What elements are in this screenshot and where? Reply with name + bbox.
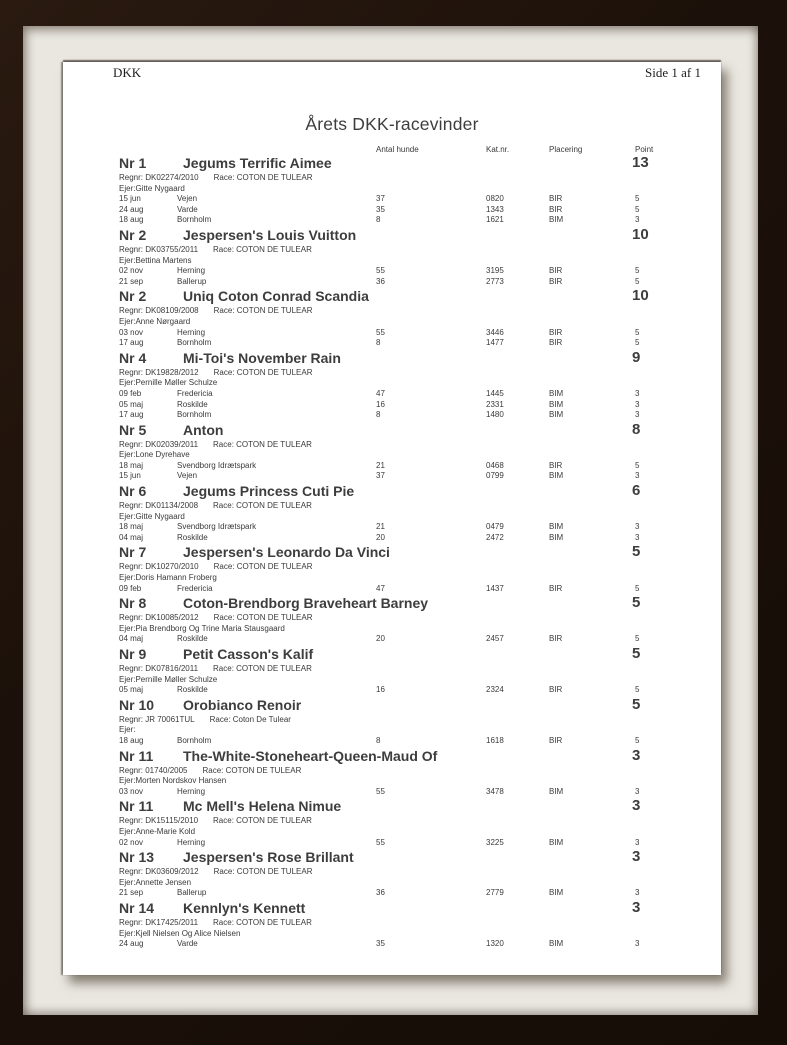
entry-regnr-line (119, 562, 721, 573)
result-point: 3 (635, 837, 640, 847)
entry-point: 8 (632, 420, 641, 438)
entry-point: 3 (632, 848, 641, 866)
entry-heading (119, 645, 721, 663)
entry-race: Race: COTON DE TULEAR (202, 765, 302, 775)
result-date: 04 maj (119, 532, 144, 542)
entry-race: Race: COTON DE TULEAR (213, 867, 313, 877)
result-placering: BIR (549, 685, 563, 695)
entry-regnr-line (119, 715, 721, 726)
entry (119, 848, 721, 899)
result-point: 5 (635, 204, 640, 214)
result-point: 5 (635, 338, 640, 348)
entry-heading (119, 594, 721, 612)
result-date: 15 jun (119, 194, 141, 204)
result-row (119, 838, 721, 849)
result-row (119, 194, 721, 205)
entry-name: Kennlyn's Kennett (183, 899, 306, 916)
entry-heading (119, 899, 721, 917)
frame-mat (23, 26, 758, 1015)
entry-race: Race: COTON DE TULEAR (213, 917, 312, 927)
result-venue: Roskilde (177, 634, 208, 644)
entry-name: The-White-Stoneheart-Queen-Maud Of (183, 747, 438, 764)
result-date: 03 nov (119, 327, 144, 337)
entry-regnr: Regnr: DK15115/2010 (119, 816, 199, 826)
entry-ejer: Ejer:Morten Nordskov Hansen (119, 776, 227, 786)
result-kat-nr: 2457 (486, 634, 504, 644)
result-placering: BIM (549, 388, 564, 398)
result-point: 5 (635, 327, 640, 337)
result-kat-nr: 3478 (486, 786, 504, 796)
entry-point: 3 (632, 898, 641, 916)
entry-nr: Nr 10 (119, 696, 155, 713)
result-venue: Herning (177, 837, 206, 847)
header-left-text: DKK (113, 65, 142, 80)
result-point: 3 (635, 888, 640, 898)
entry-name: Orobianco Renoir (183, 696, 302, 713)
result-date: 24 aug (119, 204, 144, 214)
entry-regnr: Regnr: JR 70061TUL (119, 714, 195, 724)
document-title: Årets DKK-racevinder (305, 114, 479, 134)
entry-ejer: Ejer: (119, 725, 136, 735)
entry (119, 421, 721, 482)
result-placering: BIR (549, 583, 563, 593)
result-venue: Ballerup (177, 276, 207, 286)
entry (119, 899, 721, 950)
result-venue: Herning (177, 327, 206, 337)
entry-regnr-line (119, 664, 721, 675)
entry-nr: Nr 14 (119, 899, 155, 916)
result-venue: Roskilde (177, 399, 208, 409)
entry-race: Race: COTON DE TULEAR (213, 816, 312, 826)
entry (119, 696, 721, 747)
result-placering: BIR (549, 204, 563, 214)
result-antal-hunde: 47 (376, 388, 385, 398)
result-point: 5 (635, 685, 640, 695)
result-antal-hunde: 8 (376, 338, 381, 348)
entry-regnr: Regnr: DK08109/2008 (119, 306, 199, 316)
result-kat-nr: 0479 (486, 522, 504, 532)
entry-ejer: Ejer:Anne-Marie Kold (119, 826, 196, 836)
entry-heading (119, 287, 721, 305)
entry-ejer: Ejer:Doris Hamann Froberg (119, 573, 217, 583)
result-antal-hunde: 36 (376, 276, 385, 286)
result-venue: Vejen (177, 194, 198, 204)
entry-race: Race: COTON DE TULEAR (213, 664, 312, 673)
entry-race: Race: COTON DE TULEAR (213, 173, 313, 182)
result-row (119, 736, 721, 747)
entry-race: Race: COTON DE TULEAR (213, 562, 313, 572)
entry-ejer: Ejer:Kjell Nielsen Og Alice Nielsen (119, 928, 241, 938)
result-point: 5 (635, 460, 640, 470)
entry-name: Coton-Brendborg Braveheart Barney (183, 595, 429, 612)
entry (119, 349, 721, 421)
result-placering: BIM (549, 471, 564, 481)
result-venue: Ballerup (177, 888, 207, 898)
entry-name: Jespersen's Leonardo Da Vinci (183, 544, 390, 561)
result-date: 17 aug (119, 410, 144, 420)
result-point: 3 (635, 215, 640, 225)
entry-heading (119, 848, 721, 866)
result-antal-hunde: 47 (376, 583, 385, 593)
result-venue: Bornholm (177, 338, 212, 348)
result-row (119, 584, 721, 595)
result-placering: BIR (549, 338, 563, 348)
entry (119, 594, 721, 645)
entry-ejer: Ejer:Pia Brendborg Og Trine Maria Stausgaard (119, 623, 285, 633)
entry-heading (119, 747, 721, 765)
result-kat-nr: 0820 (486, 194, 504, 204)
entry-ejer: Ejer:Lone Dyrehave (119, 450, 190, 460)
result-kat-nr: 2324 (486, 685, 504, 695)
result-date: 05 maj (119, 399, 144, 409)
column-header-antal-hunde: Antal hunde (376, 145, 419, 154)
entry-regnr: Regnr: DK02039/2011 (119, 439, 199, 449)
entry-point: 6 (632, 482, 641, 500)
result-antal-hunde: 16 (376, 399, 385, 409)
result-antal-hunde: 37 (376, 471, 385, 481)
result-point: 5 (635, 276, 640, 286)
entry-name: Mc Mell's Helena Nimue (183, 798, 342, 815)
entry-nr: Nr 6 (119, 483, 147, 500)
page-header (63, 62, 721, 81)
entry-point: 10 (632, 287, 649, 305)
result-placering: BIR (549, 266, 563, 276)
result-kat-nr: 2779 (486, 888, 504, 898)
entry-heading (119, 543, 721, 561)
result-date: 09 feb (119, 583, 142, 593)
result-point: 3 (635, 532, 640, 542)
entry-regnr-line (119, 816, 721, 827)
entry-ejer: Ejer:Bettina Martens (119, 255, 192, 265)
entry (119, 645, 721, 696)
column-header-kat-nr: Kat.nr. (486, 145, 510, 154)
result-point: 3 (635, 939, 640, 949)
result-point: 5 (635, 194, 640, 204)
entry-point: 5 (632, 594, 641, 612)
result-row (119, 685, 721, 696)
result-date: 24 aug (119, 939, 144, 949)
entry-nr: Nr 2 (119, 288, 147, 305)
result-row (119, 338, 721, 349)
entry (119, 543, 721, 594)
result-antal-hunde: 55 (376, 266, 385, 276)
entry-point: 3 (632, 797, 641, 815)
result-venue: Vejen (177, 471, 198, 481)
entry-point: 10 (632, 225, 649, 243)
entry-nr: Nr 1 (119, 155, 147, 171)
entry-name: Jespersen's Louis Vuitton (183, 226, 357, 243)
entry-regnr: Regnr: DK02274/2010 (119, 173, 199, 182)
result-point: 3 (635, 471, 640, 481)
column-header-point: Point (635, 145, 654, 154)
result-kat-nr: 3225 (486, 837, 504, 847)
entry-point: 13 (632, 154, 649, 171)
result-venue: Varde (177, 204, 198, 214)
entry-race: Race: COTON DE TULEAR (213, 501, 312, 511)
entry-regnr: Regnr: DK07816/2011 (119, 664, 199, 673)
entry-regnr: Regnr: DK03755/2011 (119, 244, 199, 254)
entry-heading (119, 226, 721, 244)
entry-race: Race: COTON DE TULEAR (213, 439, 312, 449)
entry-regnr: Regnr: 01740/2005 (119, 765, 188, 775)
result-antal-hunde: 8 (376, 410, 381, 420)
result-point: 3 (635, 786, 640, 796)
result-venue: Bornholm (177, 410, 212, 420)
result-row (119, 205, 721, 216)
result-point: 5 (635, 266, 640, 276)
result-antal-hunde: 8 (376, 215, 381, 225)
result-date: 17 aug (119, 338, 144, 348)
entry-name: Jegums Terrific Aimee (183, 155, 332, 171)
result-point: 5 (635, 583, 640, 593)
result-kat-nr: 3446 (486, 327, 504, 337)
result-date: 18 aug (119, 215, 144, 225)
entry-point: 5 (632, 645, 641, 662)
document-content (63, 135, 721, 950)
result-antal-hunde: 37 (376, 194, 385, 204)
entry-nr: Nr 2 (119, 226, 147, 243)
entry-ejer: Ejer:Pernille Møller Schulze (119, 378, 218, 388)
entry-heading (119, 154, 721, 172)
column-header-placering: Placering (549, 145, 583, 154)
entry-heading (119, 349, 721, 367)
result-venue: Bornholm (177, 215, 212, 225)
result-antal-hunde: 21 (376, 522, 385, 532)
entry-regnr: Regnr: DK01134/2008 (119, 501, 199, 511)
result-venue: Herning (177, 266, 206, 276)
entry-name: Petit Casson's Kalif (183, 646, 314, 662)
entry-name: Anton (183, 421, 224, 438)
entry-regnr-line (119, 245, 721, 256)
result-antal-hunde: 21 (376, 460, 385, 470)
result-placering: BIM (549, 837, 564, 847)
document-page (63, 62, 721, 975)
result-row (119, 277, 721, 288)
result-kat-nr: 1618 (486, 735, 504, 745)
entry-heading (119, 421, 721, 439)
result-venue: Bornholm (177, 735, 212, 745)
result-date: 03 nov (119, 786, 144, 796)
entry-point: 5 (632, 695, 641, 713)
entry-heading (119, 696, 721, 714)
entries (119, 154, 721, 950)
result-kat-nr: 1621 (486, 215, 504, 225)
entry-name: Uniq Coton Conrad Scandia (183, 288, 369, 305)
result-antal-hunde: 36 (376, 888, 385, 898)
result-date: 15 jun (119, 471, 141, 481)
result-placering: BIM (549, 532, 564, 542)
result-kat-nr: 1343 (486, 204, 504, 214)
result-kat-nr: 1320 (486, 939, 504, 949)
result-row (119, 939, 721, 950)
entry-regnr: Regnr: DK10085/2012 (119, 613, 199, 623)
result-row (119, 522, 721, 533)
entry-point: 3 (632, 746, 641, 764)
entry-regnr: Regnr: DK03609/2012 (119, 867, 199, 877)
result-kat-nr: 0799 (486, 471, 504, 481)
result-venue: Herning (177, 786, 206, 796)
result-row (119, 400, 721, 411)
result-kat-nr: 2472 (486, 532, 504, 542)
entry-ejer: Ejer:Pernille Møller Schulze (119, 674, 218, 684)
result-row (119, 634, 721, 645)
entry-ejer: Ejer:Anne Nørgaard (119, 316, 191, 326)
result-row (119, 461, 721, 472)
result-point: 3 (635, 522, 640, 532)
entry-regnr-line (119, 918, 721, 929)
result-date: 21 sep (119, 276, 144, 286)
result-row (119, 533, 721, 544)
result-placering: BIR (549, 276, 563, 286)
entry (119, 482, 721, 543)
result-placering: BIR (549, 460, 563, 470)
entry-point: 9 (632, 348, 641, 366)
result-kat-nr: 3195 (486, 266, 504, 276)
result-kat-nr: 1445 (486, 388, 504, 398)
result-placering: BIM (549, 939, 564, 949)
entry-race: Race: COTON DE TULEAR (213, 244, 312, 254)
result-placering: BIM (549, 786, 564, 796)
result-date: 04 maj (119, 634, 144, 644)
result-kat-nr: 1437 (486, 583, 504, 593)
entry-ejer: Ejer:Annette Jensen (119, 877, 192, 887)
entry-regnr-line (119, 306, 721, 317)
entry-nr: Nr 11 (119, 798, 154, 815)
result-point: 3 (635, 410, 640, 420)
result-venue: Fredericia (177, 583, 213, 593)
result-date: 18 maj (119, 460, 144, 470)
result-venue: Svendborg Idrætspark (177, 460, 257, 470)
entry-regnr-line (119, 867, 721, 878)
result-kat-nr: 2773 (486, 276, 504, 286)
result-row (119, 389, 721, 400)
entry-race: Race: COTON DE TULEAR (213, 367, 313, 377)
entry-regnr-line (119, 440, 721, 451)
result-venue: Fredericia (177, 388, 213, 398)
entry-name: Mi-Toi's November Rain (183, 349, 341, 366)
entry-race: Race: COTON DE TULEAR (213, 613, 313, 623)
entry (119, 747, 721, 798)
result-antal-hunde: 55 (376, 786, 385, 796)
result-venue: Roskilde (177, 685, 208, 695)
result-row (119, 266, 721, 277)
entry (119, 226, 721, 287)
result-kat-nr: 0468 (486, 460, 504, 470)
result-date: 09 feb (119, 388, 142, 398)
entry-regnr-line (119, 501, 721, 512)
result-row (119, 215, 721, 226)
entry-race: Race: Coton De Tulear (209, 714, 291, 724)
result-kat-nr: 1477 (486, 338, 504, 348)
entry-nr: Nr 8 (119, 595, 147, 612)
entry-regnr: Regnr: DK19828/2012 (119, 367, 199, 377)
result-kat-nr: 2331 (486, 399, 504, 409)
entry-name: Jespersen's Rose Brillant (183, 849, 354, 866)
result-point: 5 (635, 634, 640, 644)
result-antal-hunde: 20 (376, 634, 385, 644)
entry-regnr-line (119, 368, 721, 379)
entry-point: 5 (632, 543, 641, 561)
result-placering: BIM (549, 888, 564, 898)
result-row (119, 328, 721, 339)
entry-name: Jegums Princess Cuti Pie (183, 483, 355, 500)
result-placering: BIM (549, 399, 564, 409)
result-date: 05 maj (119, 685, 144, 695)
result-venue: Roskilde (177, 532, 208, 542)
entry-nr: Nr 5 (119, 421, 147, 438)
entry-ejer: Ejer:Gitte Nygaard (119, 183, 185, 193)
result-placering: BIR (549, 634, 563, 644)
result-antal-hunde: 8 (376, 735, 381, 745)
result-row (119, 888, 721, 899)
entry-nr: Nr 13 (119, 849, 155, 866)
entry-nr: Nr 9 (119, 646, 147, 662)
entry-heading (119, 482, 721, 500)
entry-regnr-line (119, 766, 721, 777)
result-row (119, 410, 721, 421)
entry-regnr: Regnr: DK17425/2011 (119, 917, 199, 927)
result-date: 02 nov (119, 837, 144, 847)
result-antal-hunde: 35 (376, 204, 385, 214)
result-antal-hunde: 16 (376, 685, 385, 695)
entry (119, 797, 721, 848)
result-placering: BIM (549, 522, 564, 532)
entry-regnr-line (119, 613, 721, 624)
result-date: 18 aug (119, 735, 144, 745)
result-kat-nr: 1480 (486, 410, 504, 420)
result-date: 21 sep (119, 888, 144, 898)
header-page-number: Side 1 af 1 (645, 65, 701, 80)
result-venue: Svendborg Idrætspark (177, 522, 257, 532)
result-point: 3 (635, 388, 640, 398)
result-antal-hunde: 55 (376, 327, 385, 337)
result-point: 5 (635, 735, 640, 745)
result-row (119, 471, 721, 482)
result-antal-hunde: 55 (376, 837, 385, 847)
entry-nr: Nr 4 (119, 349, 147, 366)
result-placering: BIR (549, 194, 563, 204)
result-date: 02 nov (119, 266, 144, 276)
result-row (119, 787, 721, 798)
result-venue: Varde (177, 939, 198, 949)
entry (119, 287, 721, 348)
result-antal-hunde: 35 (376, 939, 385, 949)
result-placering: BIR (549, 735, 563, 745)
entry-regnr: Regnr: DK10270/2010 (119, 562, 199, 572)
entry-nr: Nr 11 (119, 747, 154, 764)
entry-nr: Nr 7 (119, 544, 147, 561)
result-antal-hunde: 20 (376, 532, 385, 542)
result-placering: BIM (549, 215, 564, 225)
entry-ejer: Ejer:Gitte Nygaard (119, 511, 185, 521)
result-placering: BIR (549, 327, 563, 337)
entry (119, 154, 721, 226)
result-placering: BIM (549, 410, 564, 420)
entry-race: Race: COTON DE TULEAR (213, 306, 313, 316)
entry-regnr-line (119, 173, 721, 184)
result-date: 18 maj (119, 522, 144, 532)
result-point: 3 (635, 399, 640, 409)
entry-heading (119, 797, 721, 815)
